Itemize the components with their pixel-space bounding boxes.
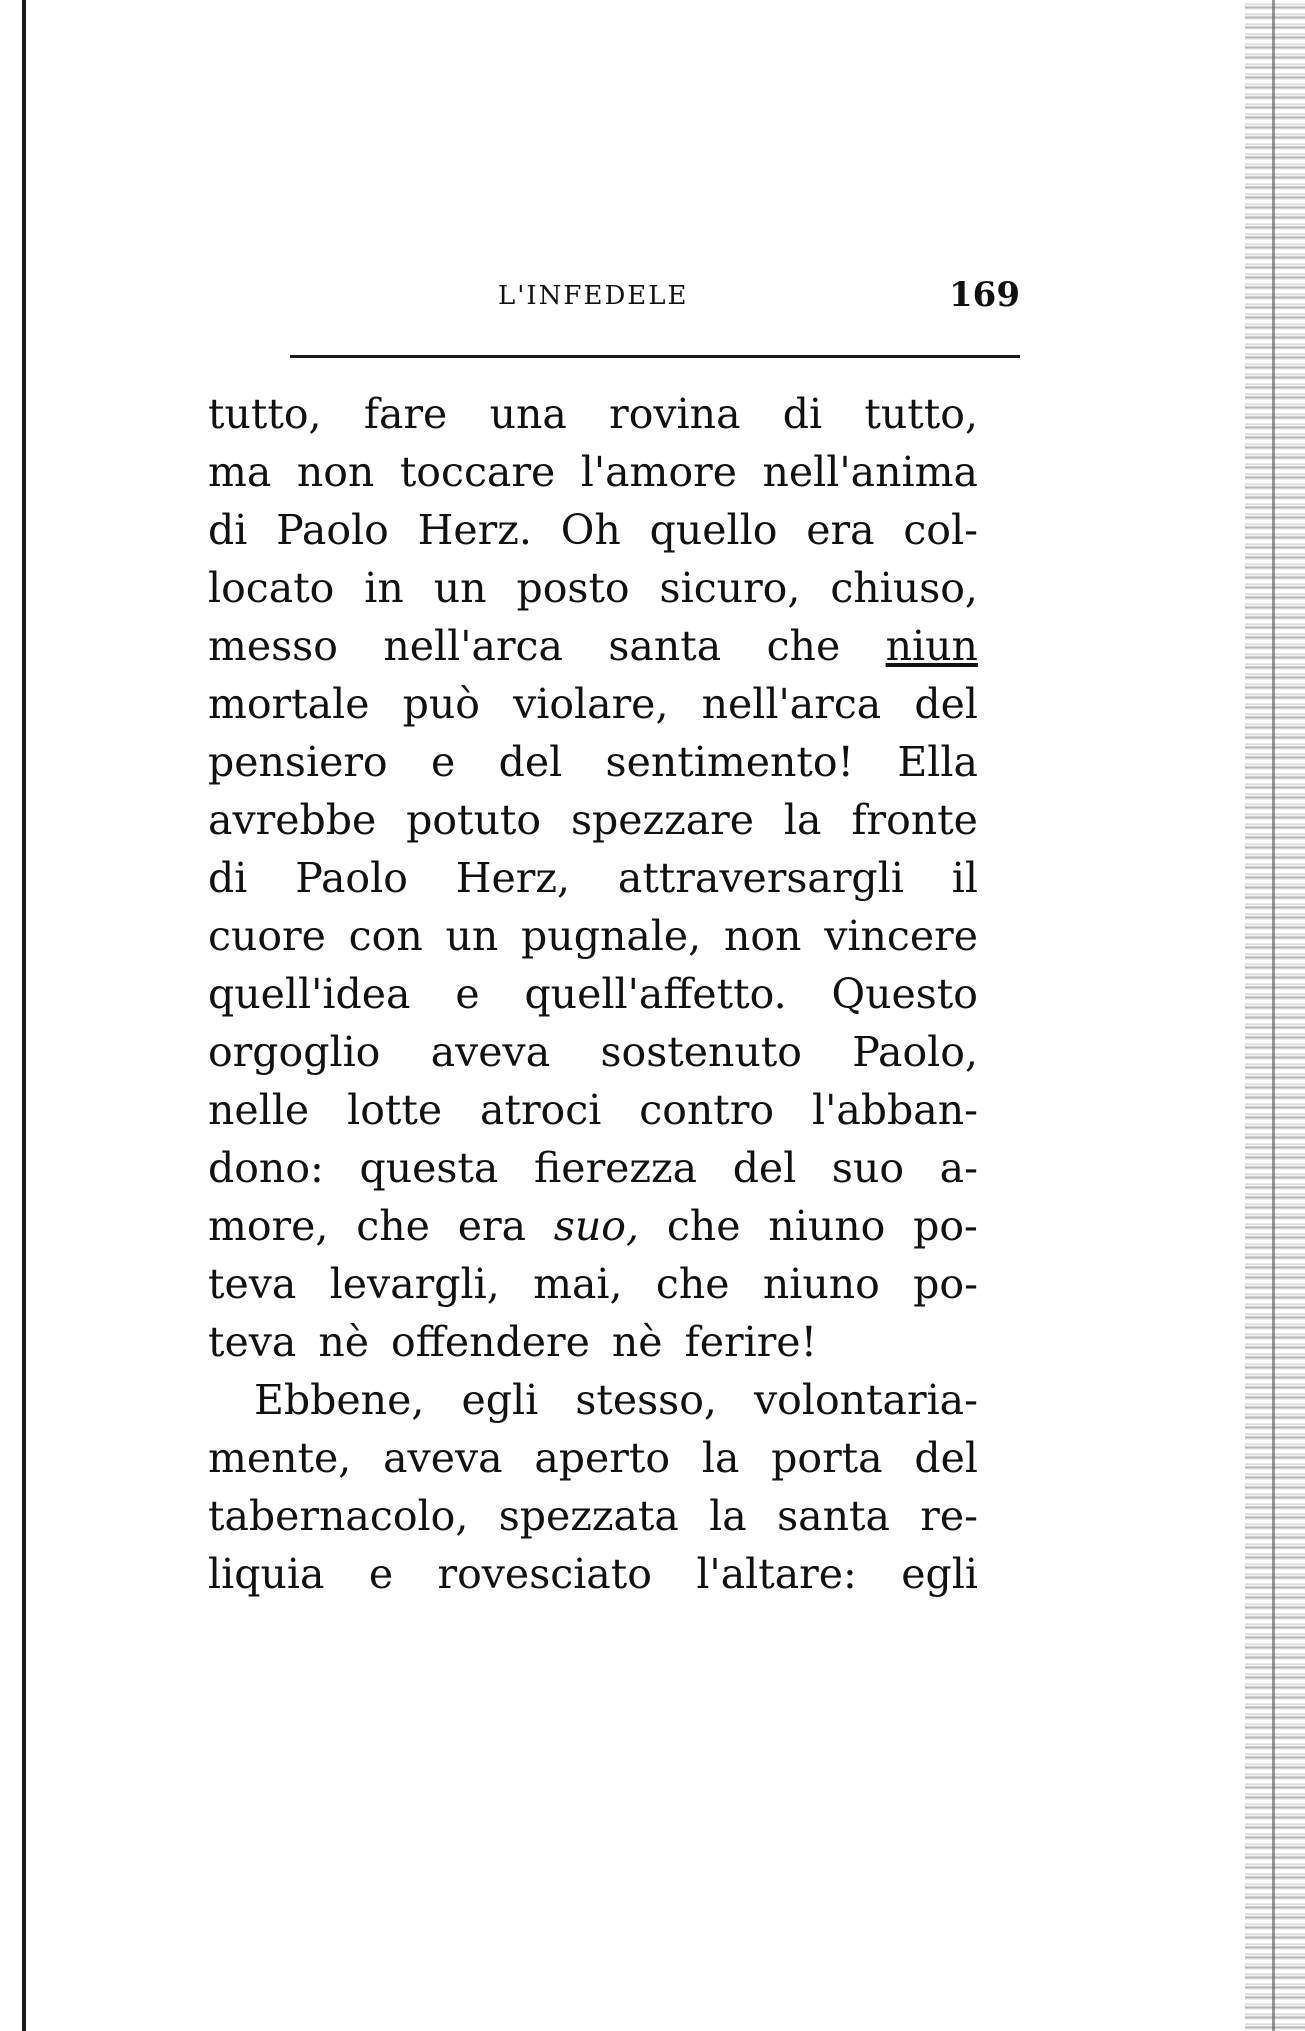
word: sentimento! [605,738,855,786]
word: violare, [513,680,669,728]
page-edge-left [22,0,26,2031]
word: Ella [897,738,978,786]
word: egli [461,1376,539,1424]
word: un [445,912,499,960]
word: niuno [762,1260,880,1308]
word: pugnale, [521,912,702,960]
word: quell'affetto. [524,970,787,1018]
word: ma [208,448,272,496]
word: il [951,854,978,902]
word: tutto, [208,390,322,438]
word: rovina [609,390,741,438]
word: re- [920,1492,978,1540]
word: aperto [534,1434,671,1482]
text-line [208,617,978,675]
word: nell'arca [701,680,882,728]
word: di [782,390,823,438]
text-line [208,675,978,733]
word: egli [901,1550,978,1598]
word: dono: [208,1144,324,1192]
text-line [208,791,978,849]
word: toccare [399,448,556,496]
word: Paolo [276,506,389,554]
word: orgoglio [208,1028,381,1076]
word: fierezza [533,1144,698,1192]
running-title: L'INFEDELE [498,281,689,311]
word: che [666,1202,741,1250]
text-line [208,965,978,1023]
word: nè [611,1318,663,1366]
word: Paolo, [852,1028,978,1076]
word: la [701,1434,740,1482]
word: col- [903,506,978,554]
word: avrebbe [208,796,377,844]
word: teva [208,1318,297,1366]
word: del [914,680,978,728]
word: era [457,1202,527,1250]
word: di [208,854,248,902]
text-line [208,1139,978,1197]
word: more, [208,1202,329,1250]
word: nè [318,1318,370,1366]
text-line [208,559,978,617]
word: sicuro, [659,564,801,612]
word: aveva [430,1028,551,1076]
word: mente, [208,1434,352,1482]
word: cuore [208,912,326,960]
word: quell'idea [208,970,411,1018]
word: tutto, [864,390,978,438]
running-header [200,275,1020,325]
word: po- [913,1260,978,1308]
word: quello [649,506,778,554]
word: messo [208,622,338,670]
word: aveva [383,1434,503,1482]
word: la [783,796,822,844]
word: e [430,738,456,786]
word: rovesciato [437,1550,652,1598]
header-rule [290,355,1020,358]
word: teva [208,1260,297,1308]
word: mortale [208,680,370,728]
word: Ebbene, [254,1376,425,1424]
word: santa [608,622,722,670]
text-line [208,1023,978,1081]
word: tabernacolo, [208,1492,469,1540]
word: potuto [406,796,542,844]
word: fronte [851,796,978,844]
word: levargli, [329,1260,500,1308]
word: non [723,912,802,960]
word: santa [777,1492,890,1540]
text-line [208,1371,978,1429]
word: posto [516,564,630,612]
word: del [914,1434,978,1482]
text-line [208,733,978,791]
text-line [208,1545,978,1603]
word: vincere [824,912,978,960]
word: che [766,622,841,670]
word: l'amore [580,448,737,496]
text-line [208,1081,978,1139]
word: una [489,390,567,438]
word: un [433,564,487,612]
word: Herz. [417,506,532,554]
word: locato [208,564,335,612]
word: Paolo [295,854,408,902]
word: che [655,1260,730,1308]
word: po- [913,1202,978,1250]
word: spezzare [570,796,755,844]
binding-line [1272,0,1275,2031]
text-line [208,501,978,559]
text-line [208,1255,978,1313]
page-edge-right [1245,0,1305,2031]
word: l'altare: [696,1550,857,1598]
word: di [208,506,248,554]
word: con [348,912,423,960]
word: l'abban- [811,1086,978,1134]
text-line [208,1197,978,1255]
word: nell'arca [383,622,563,670]
word: nelle [208,1086,310,1134]
word: era [806,506,875,554]
word: spezzata [498,1492,679,1540]
word: offendere [391,1318,590,1366]
text-line [208,1429,978,1487]
word: ferire! [684,1318,818,1366]
word: lotte [347,1086,443,1134]
word: del [498,738,563,786]
word: attraversargli [617,854,904,902]
word: niun [885,622,978,670]
page-number: 169 [949,275,1020,315]
word: porta [771,1434,883,1482]
word: pensiero [208,738,388,786]
word: liquia [208,1550,325,1598]
word: contro [639,1086,775,1134]
text-line [208,443,978,501]
text-line [208,849,978,907]
body-text [208,385,978,1603]
word: mai, [533,1260,623,1308]
word: questa [359,1144,499,1192]
text-line [208,1313,978,1371]
word: non [296,448,375,496]
word: niuno [768,1202,886,1250]
text-line [208,385,978,443]
text-line [208,907,978,965]
word: può [402,680,480,728]
word: del [732,1144,797,1192]
word: suo [831,1144,905,1192]
word: nell'anima [762,448,978,496]
word: chiuso, [830,564,978,612]
word: fare [363,390,448,438]
word: volontaria- [754,1376,978,1424]
word: atroci [480,1086,602,1134]
word: Herz, [455,854,571,902]
word: e [455,970,480,1018]
text-line [208,1487,978,1545]
word: la [709,1492,747,1540]
word: stesso, [575,1376,717,1424]
word: sostenuto [600,1028,802,1076]
word: suo, [553,1202,640,1250]
word: in [364,564,404,612]
word: Questo [831,970,978,1018]
word: a- [939,1144,978,1192]
word: che [356,1202,430,1250]
word: e [368,1550,394,1598]
word: Oh [560,506,621,554]
